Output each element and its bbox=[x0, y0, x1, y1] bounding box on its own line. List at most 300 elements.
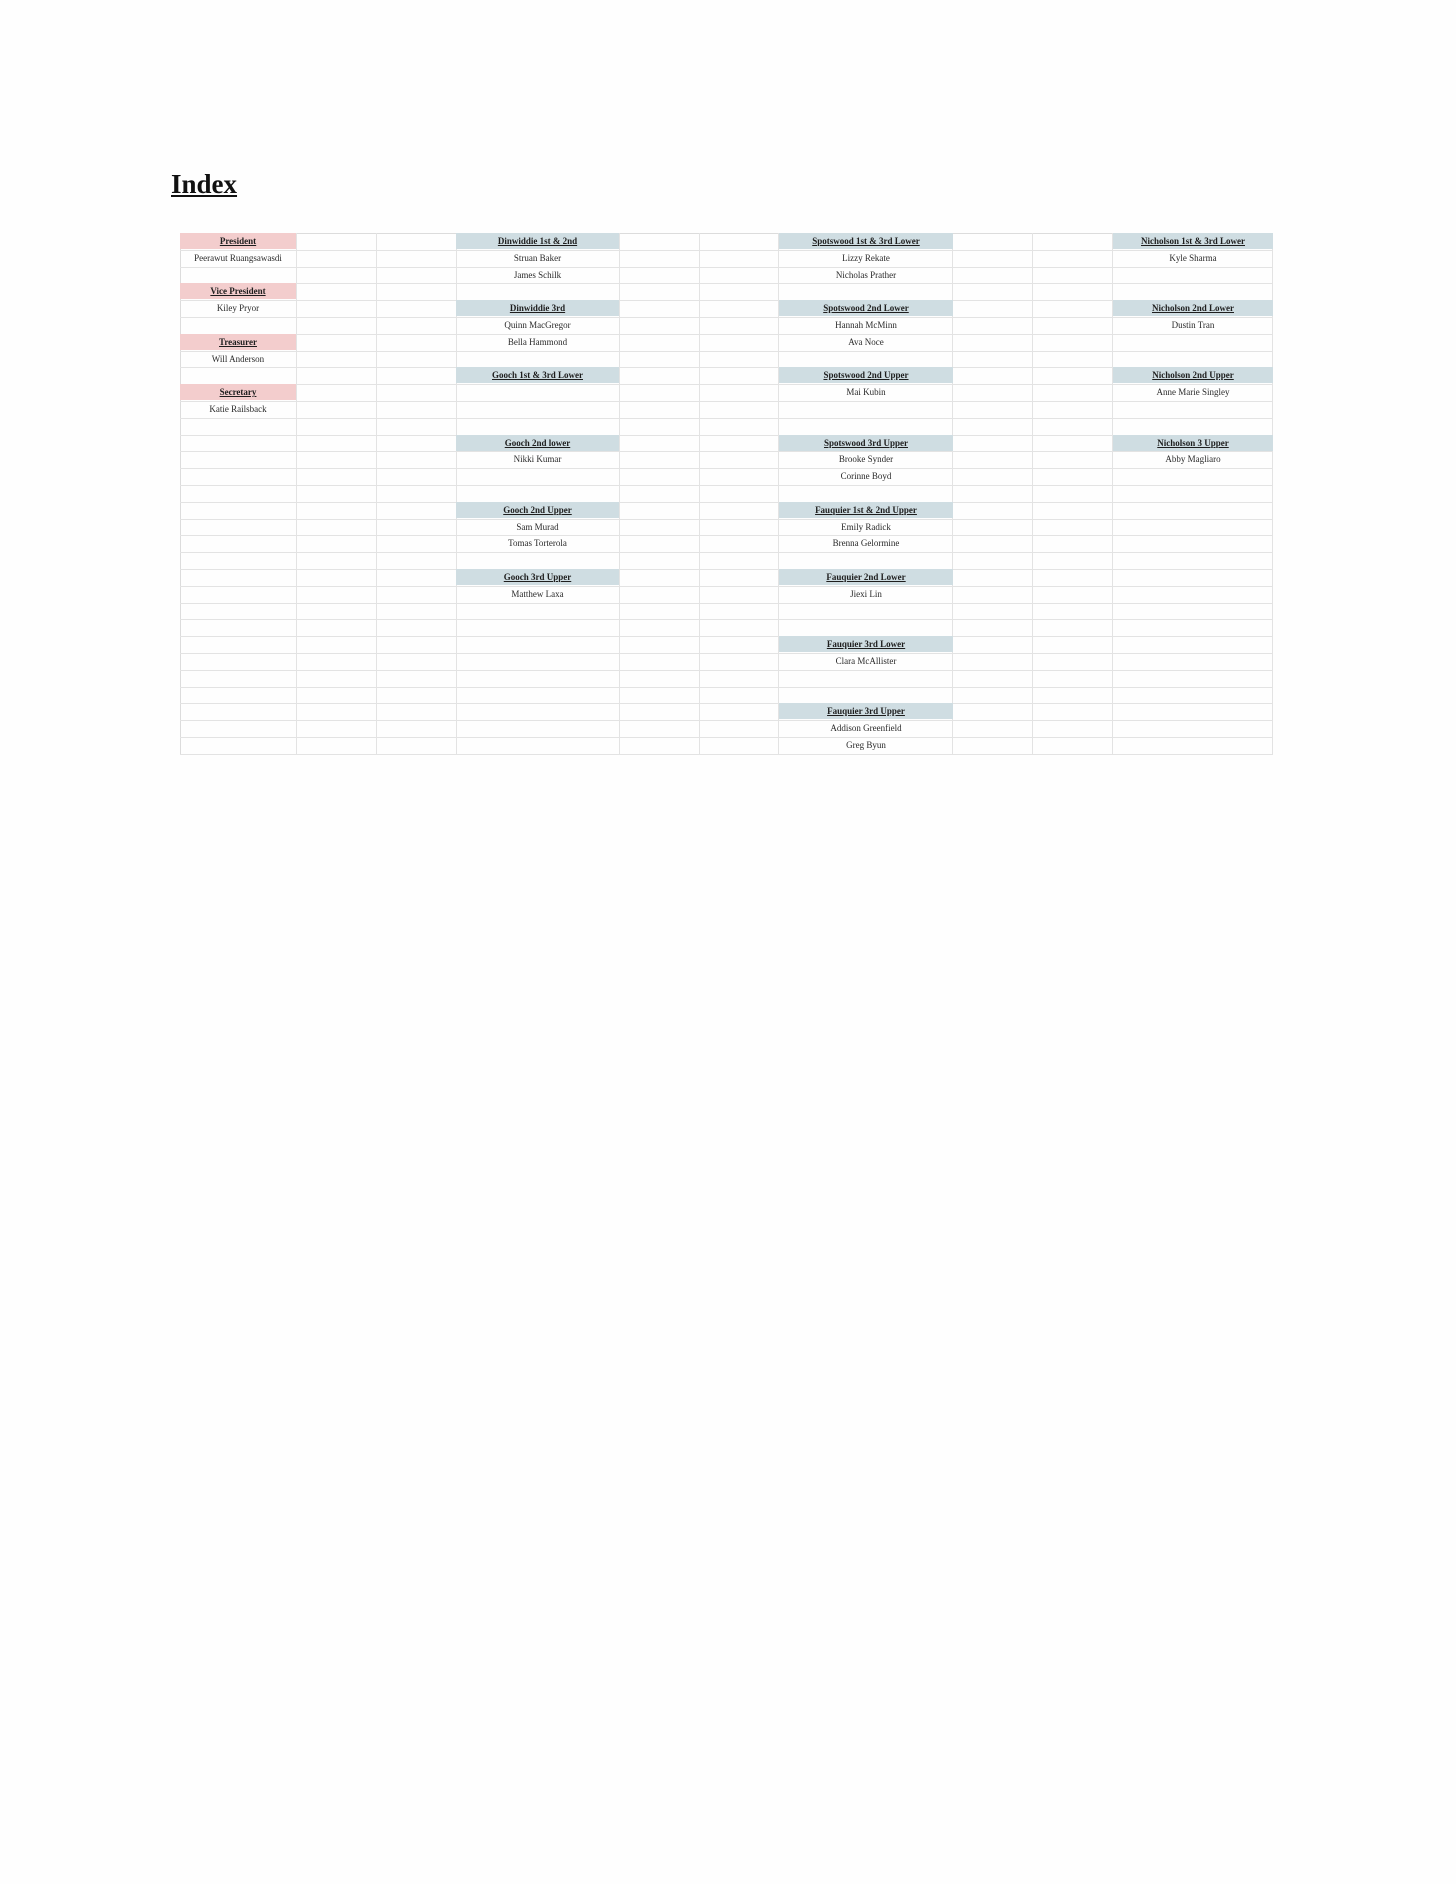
grid-cell bbox=[456, 385, 619, 402]
grid-cell bbox=[456, 687, 619, 704]
grid-cell bbox=[181, 603, 297, 620]
grid-cell bbox=[1033, 385, 1113, 402]
grid-row bbox=[181, 704, 1273, 721]
grid-cell bbox=[699, 284, 779, 301]
grid-cell bbox=[779, 284, 953, 301]
grid-cell bbox=[181, 418, 297, 435]
grid-cell bbox=[619, 234, 699, 251]
grid-cell bbox=[699, 536, 779, 553]
grid-cell bbox=[699, 435, 779, 452]
grid-cell bbox=[1033, 536, 1113, 553]
grid-cell bbox=[456, 721, 619, 738]
grid-cell bbox=[1113, 620, 1273, 637]
grid-cell bbox=[619, 317, 699, 334]
grid-cell bbox=[779, 603, 953, 620]
grid-cell bbox=[953, 469, 1033, 486]
grid-cell bbox=[456, 485, 619, 502]
member-name: Tomas Torterola bbox=[508, 538, 567, 549]
grid-cell bbox=[181, 670, 297, 687]
member-name: Kyle Sharma bbox=[1169, 252, 1217, 263]
grid-cell bbox=[1033, 301, 1113, 318]
grid-cell bbox=[181, 485, 297, 502]
grid-cell bbox=[619, 670, 699, 687]
member-name: Hannah McMinn bbox=[835, 320, 897, 330]
grid-row bbox=[181, 301, 1273, 318]
grid-cell bbox=[296, 334, 376, 351]
grid-cell bbox=[953, 687, 1033, 704]
grid-cell bbox=[181, 267, 297, 284]
grid-cell bbox=[1113, 351, 1273, 368]
section-header: Fauquier 3rd Lower bbox=[779, 636, 953, 652]
grid-cell bbox=[296, 267, 376, 284]
grid-cell bbox=[619, 284, 699, 301]
grid-cell bbox=[1033, 670, 1113, 687]
grid-cell bbox=[953, 536, 1033, 553]
grid-cell bbox=[779, 553, 953, 570]
grid-cell bbox=[296, 368, 376, 385]
grid-cell bbox=[699, 301, 779, 318]
grid-cell bbox=[1113, 653, 1273, 670]
grid-cell bbox=[296, 721, 376, 738]
grid-cell bbox=[296, 485, 376, 502]
grid-row bbox=[181, 452, 1273, 469]
member-name: Greg Byun bbox=[846, 740, 886, 750]
member-name: Dustin Tran bbox=[1171, 320, 1215, 330]
grid-cell bbox=[1033, 334, 1113, 351]
grid-cell bbox=[181, 620, 297, 637]
grid-cell bbox=[953, 653, 1033, 670]
grid-cell bbox=[953, 301, 1033, 318]
grid-cell bbox=[181, 737, 297, 754]
grid-cell bbox=[1033, 704, 1113, 721]
grid-cell bbox=[1113, 418, 1273, 435]
grid-cell bbox=[953, 452, 1033, 469]
member-name: Nicholas Prather bbox=[835, 269, 897, 280]
member-name: Brooke Synder bbox=[838, 454, 894, 465]
grid-cell bbox=[619, 452, 699, 469]
grid-cell bbox=[376, 737, 456, 754]
grid-cell bbox=[1113, 721, 1273, 738]
grid-cell bbox=[619, 401, 699, 418]
member-name: Struan Baker bbox=[513, 252, 562, 263]
grid-cell bbox=[699, 250, 779, 267]
grid-cell bbox=[1113, 586, 1273, 603]
grid-cell bbox=[1113, 536, 1273, 553]
grid-row bbox=[181, 653, 1273, 670]
grid-row bbox=[181, 519, 1273, 536]
grid-cell bbox=[1033, 284, 1113, 301]
grid-cell bbox=[296, 603, 376, 620]
grid-cell bbox=[779, 401, 953, 418]
grid-cell bbox=[376, 452, 456, 469]
grid-row bbox=[181, 687, 1273, 704]
grid-row bbox=[181, 721, 1273, 738]
grid-cell bbox=[1113, 401, 1273, 418]
grid-cell bbox=[376, 317, 456, 334]
grid-cell bbox=[1033, 620, 1113, 637]
grid-cell bbox=[456, 553, 619, 570]
grid-cell bbox=[1033, 603, 1113, 620]
grid-cell bbox=[619, 569, 699, 586]
section-header: Fauquier 2nd Lower bbox=[779, 569, 953, 585]
member-name: Emily Radick bbox=[841, 521, 891, 532]
member-name: Matthew Laxa bbox=[511, 588, 564, 599]
grid-cell bbox=[1033, 267, 1113, 284]
section-header: Spotswood 2nd Lower bbox=[779, 300, 953, 316]
grid-cell bbox=[953, 317, 1033, 334]
grid-cell bbox=[376, 502, 456, 519]
grid-cell bbox=[953, 284, 1033, 301]
grid-cell bbox=[779, 670, 953, 687]
grid-cell bbox=[699, 334, 779, 351]
grid-cell bbox=[456, 737, 619, 754]
grid-cell bbox=[1113, 267, 1273, 284]
grid-cell bbox=[699, 368, 779, 385]
section-header: Nicholson 2nd Upper bbox=[1113, 367, 1273, 383]
section-header: Dinwiddie 1st & 2nd bbox=[456, 233, 619, 249]
member-name: Quinn MacGregor bbox=[504, 320, 571, 330]
grid-cell bbox=[376, 301, 456, 318]
grid-cell bbox=[456, 670, 619, 687]
member-name: Corinne Boyd bbox=[840, 471, 892, 482]
grid-cell bbox=[1033, 368, 1113, 385]
grid-cell bbox=[1033, 737, 1113, 754]
grid-row bbox=[181, 267, 1273, 284]
grid-cell bbox=[619, 737, 699, 754]
grid-cell bbox=[699, 653, 779, 670]
grid-cell bbox=[619, 687, 699, 704]
grid-cell bbox=[1113, 569, 1273, 586]
grid-cell bbox=[699, 620, 779, 637]
grid-cell bbox=[296, 519, 376, 536]
grid-cell bbox=[376, 569, 456, 586]
grid-cell bbox=[779, 485, 953, 502]
grid-cell bbox=[1033, 519, 1113, 536]
grid-cell bbox=[296, 704, 376, 721]
grid-row bbox=[181, 637, 1273, 654]
section-header: Spotswood 3rd Upper bbox=[779, 435, 953, 451]
grid-cell bbox=[1113, 553, 1273, 570]
grid-row bbox=[181, 284, 1273, 301]
grid-cell bbox=[456, 284, 619, 301]
grid-cell bbox=[296, 418, 376, 435]
grid-cell bbox=[376, 704, 456, 721]
member-name: Lizzy Rekate bbox=[842, 252, 890, 263]
section-header: Gooch 3rd Upper bbox=[456, 569, 619, 585]
grid-cell bbox=[953, 620, 1033, 637]
grid-cell bbox=[699, 586, 779, 603]
grid-cell bbox=[1113, 334, 1273, 351]
grid-row bbox=[181, 334, 1273, 351]
grid-cell bbox=[296, 385, 376, 402]
grid-cell bbox=[953, 519, 1033, 536]
grid-cell bbox=[619, 250, 699, 267]
officer-role-header: Vice President bbox=[180, 283, 296, 299]
section-header: Gooch 2nd Upper bbox=[456, 502, 619, 518]
member-name: Addison Greenfield bbox=[830, 723, 902, 734]
grid-cell bbox=[953, 721, 1033, 738]
grid bbox=[180, 233, 1273, 755]
officer-name: Kiley Pryor bbox=[216, 303, 260, 314]
grid-cell bbox=[619, 301, 699, 318]
grid-cell bbox=[456, 603, 619, 620]
grid-cell bbox=[619, 435, 699, 452]
grid-cell bbox=[953, 435, 1033, 452]
grid-cell bbox=[376, 653, 456, 670]
grid-cell bbox=[1113, 704, 1273, 721]
grid-cell bbox=[953, 250, 1033, 267]
grid-row bbox=[181, 485, 1273, 502]
member-name: Brenna Gelormine bbox=[832, 538, 900, 549]
grid-row bbox=[181, 418, 1273, 435]
grid-cell bbox=[699, 385, 779, 402]
grid-cell bbox=[1033, 553, 1113, 570]
grid-cell bbox=[953, 485, 1033, 502]
grid-cell bbox=[1113, 284, 1273, 301]
grid-cell bbox=[1033, 721, 1113, 738]
grid-cell bbox=[181, 317, 297, 334]
grid-cell bbox=[181, 586, 297, 603]
member-name: Bella Hammond bbox=[507, 336, 568, 347]
grid-cell bbox=[181, 469, 297, 486]
grid-row bbox=[181, 435, 1273, 452]
grid-cell bbox=[1033, 653, 1113, 670]
grid-cell bbox=[296, 502, 376, 519]
grid-cell bbox=[296, 317, 376, 334]
officer-name: Peerawut Ruangsawasdi bbox=[194, 252, 282, 263]
grid-cell bbox=[181, 704, 297, 721]
grid-cell bbox=[699, 351, 779, 368]
grid-cell bbox=[376, 485, 456, 502]
grid-cell bbox=[699, 401, 779, 418]
grid-cell bbox=[296, 737, 376, 754]
officer-role-header: Secretary bbox=[180, 384, 296, 400]
spreadsheet bbox=[180, 233, 1273, 757]
grid-cell bbox=[376, 670, 456, 687]
grid-row bbox=[181, 250, 1273, 267]
grid-cell bbox=[619, 536, 699, 553]
grid-cell bbox=[619, 351, 699, 368]
section-header: Nicholson 3 Upper bbox=[1113, 435, 1273, 451]
grid-cell bbox=[1033, 687, 1113, 704]
grid-cell bbox=[1113, 485, 1273, 502]
grid-cell bbox=[181, 519, 297, 536]
grid-row bbox=[181, 569, 1273, 586]
grid-cell bbox=[456, 620, 619, 637]
grid-row bbox=[181, 368, 1273, 385]
section-header: Gooch 2nd lower bbox=[456, 435, 619, 451]
grid-cell bbox=[456, 704, 619, 721]
officer-name: Katie Railsback bbox=[209, 404, 267, 414]
grid-cell bbox=[619, 267, 699, 284]
grid-cell bbox=[953, 267, 1033, 284]
grid-cell bbox=[296, 553, 376, 570]
grid-cell bbox=[376, 401, 456, 418]
grid-cell bbox=[619, 418, 699, 435]
grid-cell bbox=[619, 553, 699, 570]
member-name: Clara McAllister bbox=[835, 656, 897, 666]
grid-cell bbox=[296, 250, 376, 267]
grid-cell bbox=[699, 418, 779, 435]
grid-cell bbox=[1033, 435, 1113, 452]
grid-cell bbox=[296, 401, 376, 418]
grid-cell bbox=[619, 334, 699, 351]
grid-cell bbox=[1113, 737, 1273, 754]
grid-cell bbox=[1113, 502, 1273, 519]
member-name: Abby Magliaro bbox=[1165, 454, 1221, 465]
grid-cell bbox=[699, 469, 779, 486]
section-header: Nicholson 1st & 3rd Lower bbox=[1113, 233, 1273, 249]
grid-cell bbox=[619, 637, 699, 654]
grid-cell bbox=[1033, 569, 1113, 586]
grid-cell bbox=[699, 234, 779, 251]
grid-row bbox=[181, 317, 1273, 334]
grid-row bbox=[181, 351, 1273, 368]
grid-cell bbox=[619, 721, 699, 738]
grid-cell bbox=[296, 351, 376, 368]
grid-cell bbox=[619, 704, 699, 721]
grid-cell bbox=[296, 284, 376, 301]
grid-row bbox=[181, 586, 1273, 603]
grid-row bbox=[181, 234, 1273, 251]
grid-cell bbox=[1113, 603, 1273, 620]
grid-cell bbox=[296, 670, 376, 687]
grid-cell bbox=[376, 536, 456, 553]
grid-cell bbox=[619, 586, 699, 603]
officer-role-header: President bbox=[180, 233, 296, 249]
grid-cell bbox=[779, 620, 953, 637]
officer-name: Will Anderson bbox=[211, 353, 265, 364]
grid-cell bbox=[376, 620, 456, 637]
grid-cell bbox=[953, 553, 1033, 570]
section-header: Fauquier 3rd Upper bbox=[779, 703, 953, 719]
grid-row bbox=[181, 670, 1273, 687]
grid-cell bbox=[699, 670, 779, 687]
section-header: Nicholson 2nd Lower bbox=[1113, 300, 1273, 316]
grid-cell bbox=[699, 502, 779, 519]
grid-cell bbox=[1113, 469, 1273, 486]
section-header: Spotswood 1st & 3rd Lower bbox=[779, 233, 953, 249]
grid-cell bbox=[1033, 485, 1113, 502]
grid-cell bbox=[619, 603, 699, 620]
grid-cell bbox=[456, 401, 619, 418]
grid-cell bbox=[1033, 637, 1113, 654]
grid-cell bbox=[619, 469, 699, 486]
grid-cell bbox=[181, 368, 297, 385]
grid-cell bbox=[619, 385, 699, 402]
grid-cell bbox=[779, 351, 953, 368]
grid-cell bbox=[953, 737, 1033, 754]
grid-cell bbox=[953, 418, 1033, 435]
grid-cell bbox=[1033, 586, 1113, 603]
grid-cell bbox=[181, 536, 297, 553]
grid-cell bbox=[376, 267, 456, 284]
grid-cell bbox=[699, 637, 779, 654]
grid-row bbox=[181, 553, 1273, 570]
grid-cell bbox=[181, 721, 297, 738]
grid-cell bbox=[1033, 317, 1113, 334]
grid-cell bbox=[376, 687, 456, 704]
grid-cell bbox=[699, 485, 779, 502]
grid-cell bbox=[1033, 401, 1113, 418]
page-title: Index bbox=[171, 169, 238, 199]
section-header: Spotswood 2nd Upper bbox=[779, 367, 953, 383]
grid-cell bbox=[181, 637, 297, 654]
grid-cell bbox=[181, 452, 297, 469]
grid-cell bbox=[376, 721, 456, 738]
member-name: James Schilk bbox=[513, 269, 562, 280]
grid-cell bbox=[953, 569, 1033, 586]
grid-cell bbox=[953, 502, 1033, 519]
grid-cell bbox=[619, 485, 699, 502]
section-header: Fauquier 1st & 2nd Upper bbox=[779, 502, 953, 518]
grid-cell bbox=[376, 637, 456, 654]
grid-cell bbox=[181, 435, 297, 452]
grid-cell bbox=[376, 385, 456, 402]
grid-cell bbox=[296, 620, 376, 637]
grid-cell bbox=[699, 267, 779, 284]
grid-cell bbox=[619, 502, 699, 519]
grid-row bbox=[181, 502, 1273, 519]
member-name: Jiexi Lin bbox=[850, 588, 882, 599]
grid-row bbox=[181, 603, 1273, 620]
grid-cell bbox=[953, 670, 1033, 687]
grid-row bbox=[181, 536, 1273, 553]
grid-cell bbox=[1033, 250, 1113, 267]
grid-cell bbox=[456, 637, 619, 654]
grid-cell bbox=[1113, 670, 1273, 687]
grid-cell bbox=[953, 704, 1033, 721]
grid-cell bbox=[953, 385, 1033, 402]
grid-cell bbox=[376, 334, 456, 351]
grid-cell bbox=[619, 368, 699, 385]
grid-cell bbox=[296, 435, 376, 452]
member-name: Nikki Kumar bbox=[513, 454, 562, 465]
grid-cell bbox=[619, 620, 699, 637]
grid-cell bbox=[953, 368, 1033, 385]
grid-cell bbox=[1033, 452, 1113, 469]
grid-row bbox=[181, 737, 1273, 754]
grid-cell bbox=[376, 368, 456, 385]
grid-cell bbox=[296, 586, 376, 603]
member-name: Ava Noce bbox=[848, 336, 884, 347]
grid-cell bbox=[779, 418, 953, 435]
grid-cell bbox=[296, 569, 376, 586]
grid-cell bbox=[779, 687, 953, 704]
grid-cell bbox=[376, 234, 456, 251]
grid-cell bbox=[376, 284, 456, 301]
section-header: Gooch 1st & 3rd Lower bbox=[456, 367, 619, 383]
grid-cell bbox=[456, 469, 619, 486]
grid-cell bbox=[699, 704, 779, 721]
grid-cell bbox=[1033, 469, 1113, 486]
grid-cell bbox=[376, 418, 456, 435]
grid-cell bbox=[699, 603, 779, 620]
grid-cell bbox=[953, 234, 1033, 251]
grid-cell bbox=[953, 603, 1033, 620]
grid-cell bbox=[181, 569, 297, 586]
grid-cell bbox=[456, 351, 619, 368]
grid-cell bbox=[953, 401, 1033, 418]
grid-cell bbox=[376, 519, 456, 536]
grid-cell bbox=[181, 653, 297, 670]
grid-cell bbox=[699, 687, 779, 704]
grid-cell bbox=[296, 653, 376, 670]
grid-cell bbox=[181, 553, 297, 570]
grid-cell bbox=[1113, 637, 1273, 654]
member-name: Sam Murad bbox=[516, 521, 559, 532]
grid-cell bbox=[376, 553, 456, 570]
